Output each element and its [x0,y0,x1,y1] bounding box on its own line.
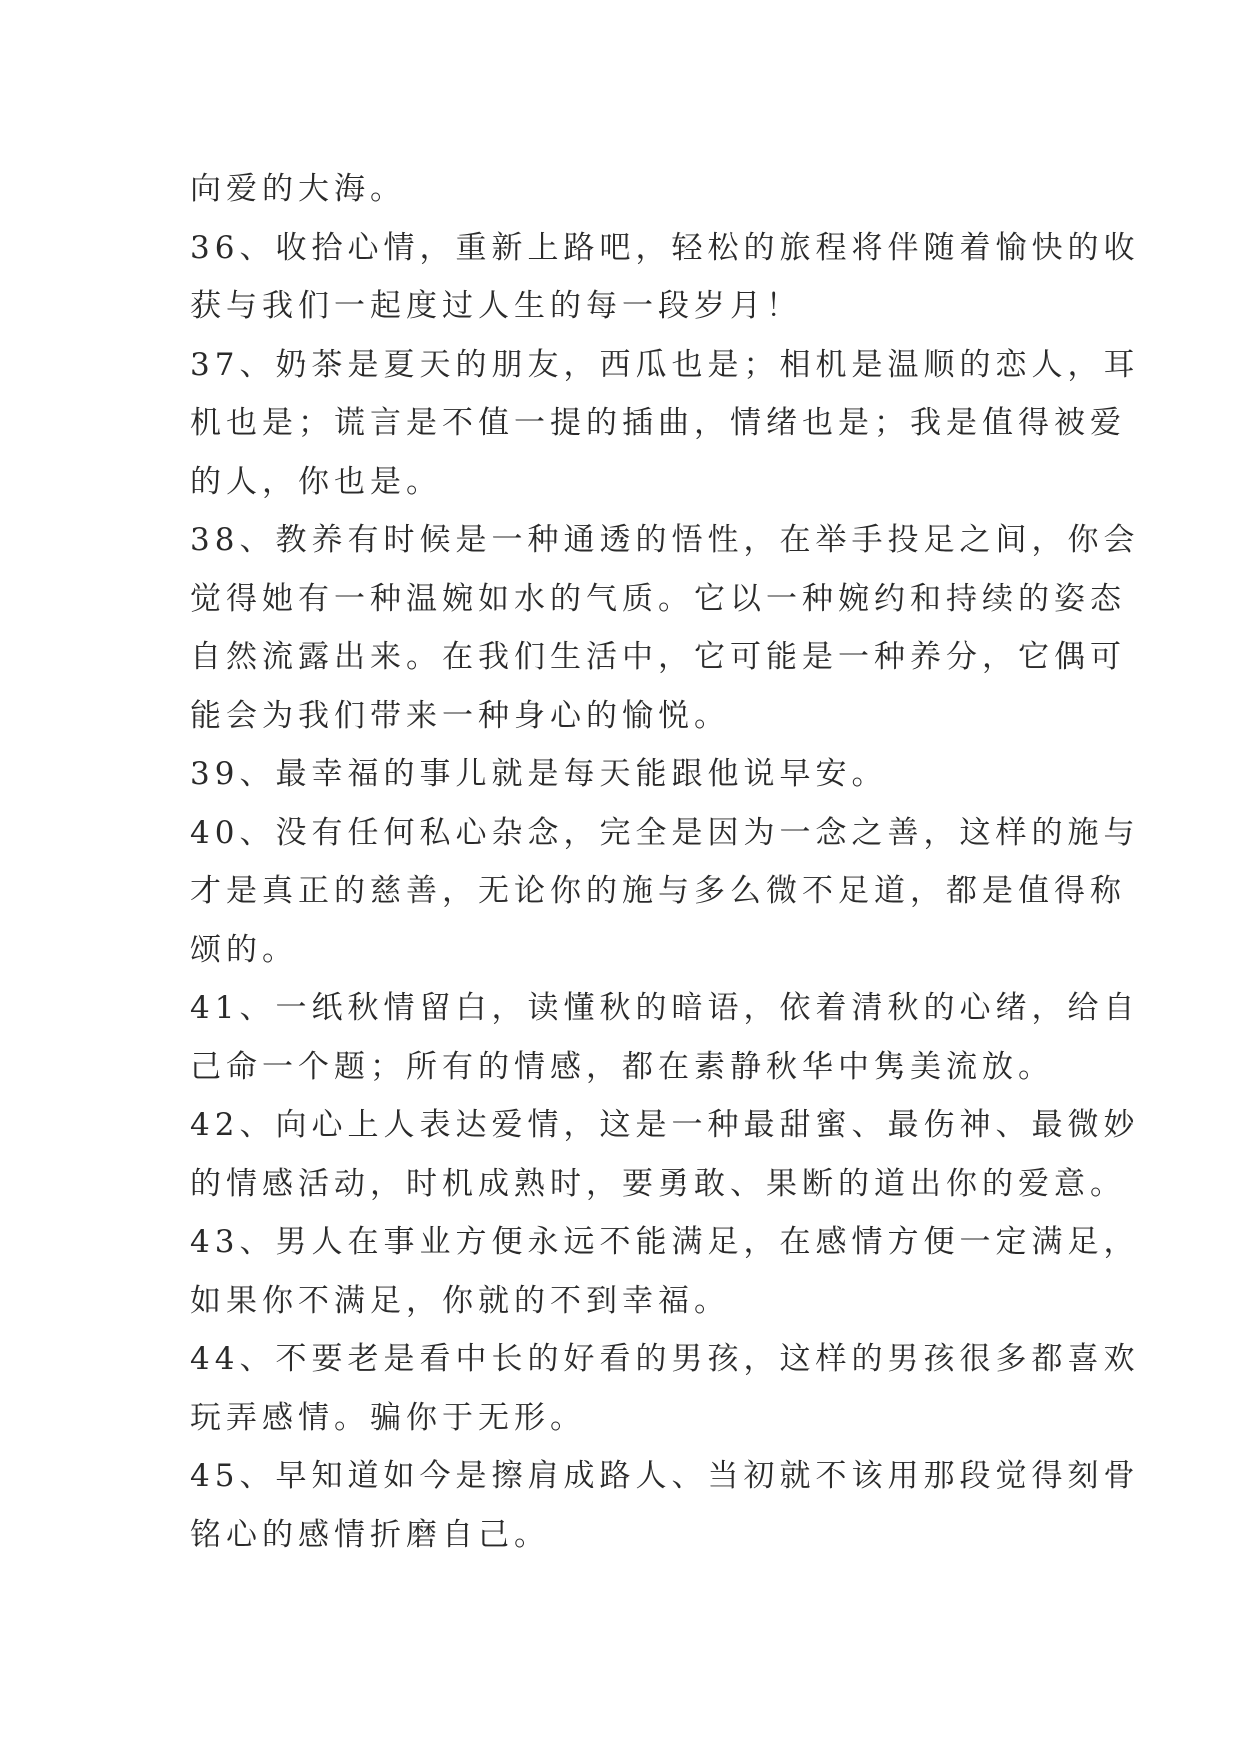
text-line: 39、最幸福的事儿就是每天能跟他说早安。 [190,756,888,792]
document-body [190,160,1140,1564]
text-line: 获与我们一起度过人生的每一段岁月！ [190,288,802,324]
text-line: 40、没有任何私心杂念，完全是因为一念之善，这样的施与 [190,814,1140,851]
text-line: 38、教养有时候是一种通透的悟性，在举手投足之间，你会 [190,522,1140,558]
text-line: 的人，你也是。 [190,463,442,500]
text-line: 37、奶茶是夏天的朋友，西瓜也是；相机是温顺的恋人，耳 [190,346,1140,383]
text-line: 45、早知道如今是擦肩成路人、当初就不该用那段觉得刻骨 [190,1458,1140,1494]
text-line: 41、一纸秋情留白，读懂秋的暗语，依着清秋的心绪，给自 [190,990,1140,1026]
text-line: 玩弄感情。骗你于无形。 [190,1399,586,1436]
text-line: 36、收拾心情，重新上路吧，轻松的旅程将伴随着愉快的收 [190,229,1140,266]
text-line: 铭心的感情折磨自己。 [190,1516,550,1553]
text-line: 能会为我们带来一种身心的愉悦。 [190,697,730,734]
text-line: 觉得她有一种温婉如水的气质。它以一种婉约和持续的姿态 [190,580,1126,617]
text-line: 44、不要老是看中长的好看的男孩，这样的男孩很多都喜欢 [190,1341,1140,1377]
text-line: 42、向心上人表达爱情，这是一种最甜蜜、最伤神、最微妙 [190,1107,1140,1143]
text-line: 的情感活动，时机成熟时，要勇敢、果断的道出你的爱意。 [190,1165,1126,1202]
text-line: 颂的。 [190,931,298,968]
text-line: 才是真正的慈善，无论你的施与多么微不足道，都是值得称 [190,873,1126,909]
text-line: 如果你不满足，你就的不到幸福。 [190,1282,730,1319]
text-line: 43、男人在事业方便永远不能满足，在感情方便一定满足， [190,1224,1140,1260]
text-line: 向爱的大海。 [190,171,406,207]
text-line: 自然流露出来。在我们生活中，它可能是一种养分，它偶可 [190,639,1126,675]
text-line: 己命一个题；所有的情感，都在素静秋华中隽美流放。 [190,1048,1054,1085]
text-line: 机也是；谎言是不值一提的插曲，情绪也是；我是值得被爱 [190,405,1126,441]
